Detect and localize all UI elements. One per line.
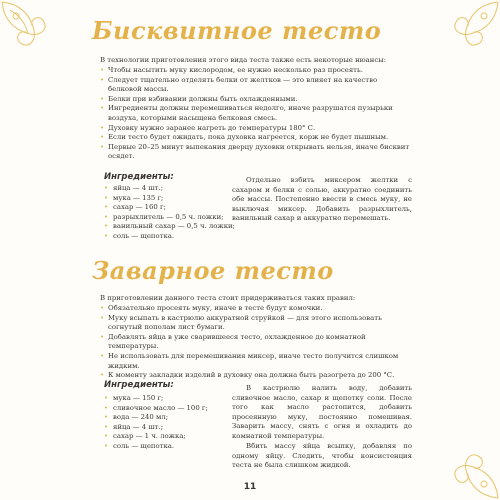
section-intro: В приготовлении данного теста стоит придерживаться таких правил: (100, 294, 356, 302)
list-item: • соль — щепотка. (104, 231, 175, 240)
bullet-icon: • (100, 123, 105, 132)
list-item: • Духовку нужно заранее нагреть до температуры 180° С. (100, 123, 316, 132)
bullet-icon: • (100, 332, 105, 341)
bullet-icon: • (104, 403, 109, 412)
bullet-icon: • (100, 313, 105, 322)
bullet-icon: • (100, 351, 105, 360)
bullet-icon: • (104, 394, 109, 402)
bullet-icon: • (104, 184, 109, 192)
tips-list (100, 66, 412, 162)
ingredients-title: Ингредиенты: (104, 380, 174, 390)
bullet-icon: • (104, 212, 109, 221)
ingredients-list (104, 184, 235, 242)
list-item: • Обязательно просеять муку, иначе в тесте будут комочки. (100, 304, 323, 312)
page-number: 11 (243, 482, 257, 492)
bullet-icon: • (104, 231, 109, 240)
list-item: • Не использовать для перемешивания миксер, иначе тесто получится слишком жидким. (100, 351, 399, 370)
method-text-continued: Вбить массу яйца всыпку, добавляя по одному яйцу. Следить, чтобы консистенция теста не была слишком жидкой. (232, 442, 412, 470)
bullet-icon: • (104, 422, 109, 431)
bullet-icon: • (100, 133, 105, 142)
list-item: • Белки при взбивании должны быть охлажденными. (100, 94, 298, 103)
section-title-choux: Заварное тесто (92, 256, 334, 285)
bullet-icon: • (100, 304, 105, 312)
section-intro: В технологии приготовления этого вида теста также есть некоторые нюансы: (100, 56, 387, 64)
floral-corner-ornament (0, 0, 70, 70)
list-item: • Первые 20–25 минут выпекания дверцу духовки открывать нельзя, иначе бисквит осядет. (100, 142, 410, 161)
list-item: • мука — 135 г; (104, 193, 164, 202)
floral-corner-ornament (430, 0, 500, 70)
bullet-icon: • (100, 66, 105, 74)
list-item: • сахар — 160 г; (104, 203, 166, 212)
bullet-icon: • (100, 142, 105, 151)
bullet-icon: • (104, 203, 109, 212)
list-item: • Если тесто будет ожидать, пока духовка нагреется, корж не будет пышным. (100, 133, 389, 142)
bullet-icon: • (100, 104, 105, 113)
list-item: • К моменту закладки изделий в духовку она должна быть разогрета до 200 °С. (100, 371, 395, 380)
list-item: • соль — щепотка. (104, 441, 175, 450)
bullet-icon: • (100, 75, 105, 84)
list-item: • Ингредиенты должны перемешиваться недолго, иначе разрушатся пузырьки воздуха, которыми насыщена белковая смесь. (100, 104, 393, 122)
tips-list (100, 304, 412, 381)
list-item: • вода — 240 мл; (104, 413, 169, 422)
list-item: • сахар — 1 ч. ложка; (104, 432, 186, 441)
list-item: • Муку всыпать в кастрюлю аккуратной струйкой — для этого использовать согнутый пополам лист бумаги. (100, 313, 382, 332)
ingredients-title: Ингредиенты: (104, 172, 174, 182)
bullet-icon: • (104, 432, 109, 441)
list-item: • сливочное масло — 100 г; (104, 403, 208, 412)
bullet-icon: • (104, 441, 109, 450)
bullet-icon: • (104, 413, 109, 422)
method-text: В кастрюлю налить воду, добавить сливочное масло, сахар и щепотку соли. После того как масло растопится, добавить просеянную муку, постоянно помешивая. Заварить массу, снять с огня и охладить до комнатной температуры. (232, 384, 412, 440)
section-title-biscuit: Бисквитное тесто (92, 16, 382, 45)
list-item: • яйца — 4 шт.; (104, 184, 164, 192)
list-item: • Добавлять яйца в уже сварившееся тесто, охлажденное до комнатной температуры. (100, 332, 366, 351)
list-item: • разрыхлитель — 0,5 ч. ложки; (104, 212, 224, 221)
bullet-icon: • (100, 371, 105, 380)
bullet-icon: • (104, 222, 109, 231)
list-item: • мука — 150 г; (104, 394, 164, 402)
list-item: • яйца — 4 шт.; (104, 422, 164, 431)
list-item: • Следует тщательно отделять белки от желтков — это влияет на качество белковой массы. (100, 75, 378, 94)
list-item: • Чтобы насытить муку кислородом, ее нужно несколько раз просеять. (100, 66, 363, 74)
ingredients-list (104, 394, 224, 452)
method-text: Отдельно взбить миксером желтки с сахаром и белки с солью, аккуратно соединить обе массы. Постепенно ввести в смесь муку, не выключая миксер. Добавить разрыхлитель, ванильный сахар и аккуратно перемешать. (232, 176, 412, 223)
list-item: • ванильный сахар — 0,5 ч. ложки; (104, 222, 235, 231)
bullet-icon: • (104, 193, 109, 202)
bullet-icon: • (100, 94, 105, 103)
